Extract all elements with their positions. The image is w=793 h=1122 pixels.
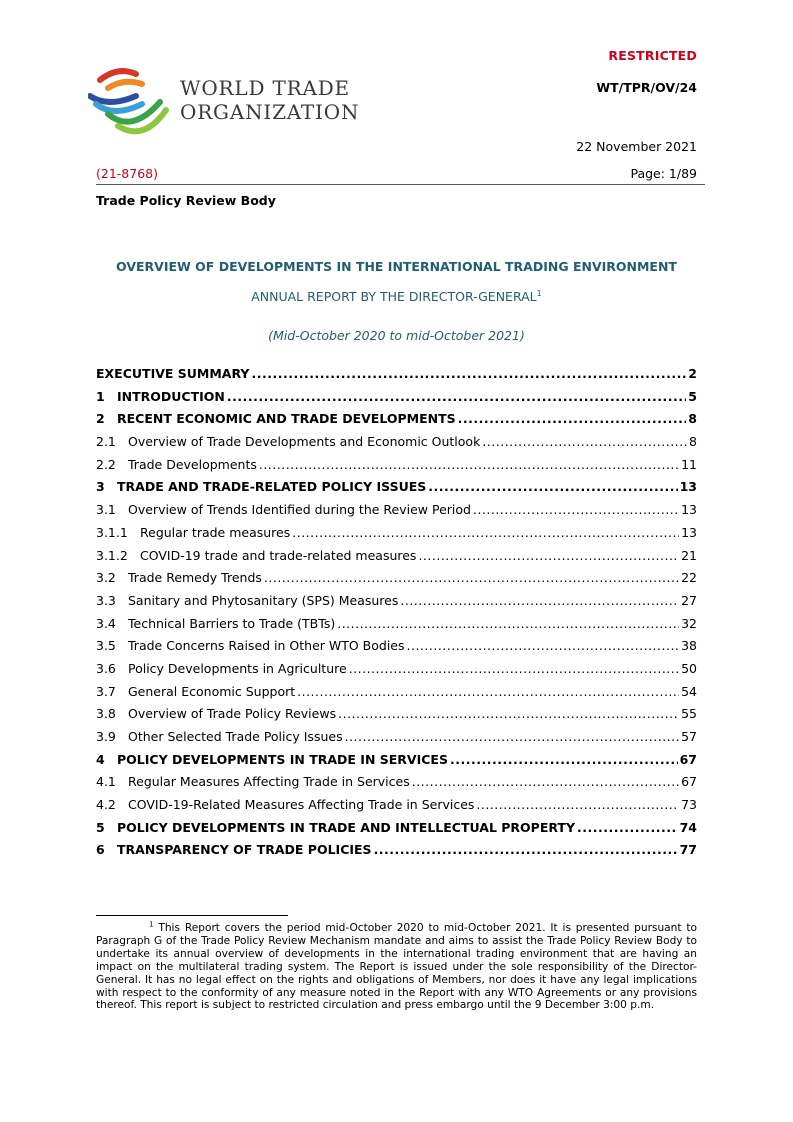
toc-leader-dots <box>407 638 680 653</box>
toc-entry-page: 13 <box>681 502 697 518</box>
toc-entry-number: 4.2 <box>96 797 116 813</box>
toc-entry-number: 3.2 <box>96 570 116 586</box>
toc-leader-dots <box>374 842 678 857</box>
toc-entry-page: 67 <box>679 751 697 767</box>
toc-entry-page: 2 <box>688 366 697 381</box>
toc-entry[interactable] <box>96 366 697 389</box>
toc-entry-page: 50 <box>681 660 697 676</box>
toc-entry-label: TRANSPARENCY OF TRADE POLICIES <box>117 842 372 858</box>
toc-leader-dots <box>227 389 686 404</box>
toc-entry-number: 3.6 <box>96 660 116 676</box>
toc-leader-dots <box>349 661 679 676</box>
toc-leader-dots <box>476 797 679 812</box>
toc-entry[interactable] <box>96 684 697 707</box>
logo-line-2: ORGANIZATION <box>180 100 360 124</box>
classification-label: RESTRICTED <box>608 48 697 63</box>
toc-entry[interactable] <box>96 661 697 684</box>
toc-leader-dots <box>251 366 686 381</box>
toc-leader-dots <box>337 616 679 631</box>
toc-leader-dots <box>259 457 679 472</box>
toc-leader-dots <box>450 752 678 767</box>
toc-entry-page: 5 <box>688 388 697 404</box>
toc-entry[interactable] <box>96 616 697 639</box>
toc-entry-number: 3 <box>96 479 105 495</box>
toc-entry-page: 55 <box>681 706 697 722</box>
toc-entry-label: Overview of Trade Policy Reviews <box>128 706 337 722</box>
toc-entry[interactable] <box>96 842 697 865</box>
subtitle-text: ANNUAL REPORT BY THE DIRECTOR-GENERAL <box>251 289 537 304</box>
toc-entry-number: 3.7 <box>96 683 116 699</box>
toc-entry-page: 57 <box>681 729 697 744</box>
toc-entry-label: EXECUTIVE SUMMARY <box>96 366 250 381</box>
toc-entry[interactable] <box>96 457 697 480</box>
toc-entry[interactable] <box>96 548 697 571</box>
toc-leader-dots <box>338 706 679 721</box>
footnote-ref[interactable]: 1 <box>536 288 542 298</box>
document-symbol: WT/TPR/OV/24 <box>596 80 697 95</box>
toc-entry[interactable] <box>96 570 697 593</box>
toc-leader-dots <box>400 593 679 608</box>
toc-entry-number: 1 <box>96 388 105 404</box>
toc-entry[interactable] <box>96 752 697 775</box>
review-period: (Mid-October 2020 to mid-October 2021) <box>268 328 525 343</box>
toc-entry-label: Sanitary and Phytosanitary (SPS) Measures <box>128 592 399 608</box>
footnote-separator <box>96 915 288 916</box>
toc-entry-label: Overview of Trends Identified during the Review Period <box>128 502 471 518</box>
toc-entry-page: 11 <box>681 456 697 472</box>
table-of-contents <box>96 366 697 865</box>
toc-entry-label: Policy Developments in Agriculture <box>128 660 347 676</box>
wto-logo <box>88 62 360 142</box>
toc-entry-label: Technical Barriers to Trade (TBTs) <box>128 615 336 631</box>
toc-entry-label: RECENT ECONOMIC AND TRADE DEVELOPMENTS <box>117 411 456 427</box>
toc-entry[interactable] <box>96 820 697 843</box>
toc-leader-dots <box>292 525 679 540</box>
toc-leader-dots <box>412 774 679 789</box>
toc-entry[interactable] <box>96 502 697 525</box>
toc-entry[interactable] <box>96 411 697 434</box>
page-number: Page: 1/89 <box>630 166 697 181</box>
toc-entry-number: 6 <box>96 842 105 858</box>
toc-leader-dots <box>345 729 680 744</box>
toc-entry-label: POLICY DEVELOPMENTS IN TRADE IN SERVICES <box>117 751 448 767</box>
toc-entry-label: POLICY DEVELOPMENTS IN TRADE AND INTELLECTUAL PROPERTY <box>117 819 576 835</box>
footnote-text: This Report covers the period mid-October 2020 to mid-October 2021. It is presented pursuant to Paragraph G of the Trade Policy Review Mechanism mandate and aims to assist the Trade Policy Review Body to undertake its annual overview of developments in the international trading environment that are having an impact on the multilateral trading system. The Report is issued under the sole responsibility of the Director-General. It has no legal effect on the rights and obligations of Members, nor does it have any legal implications with respect to the conformity of any measure noted in the Report with any WTO Agreements or any provisions thereof. This report is subject to restricted circulation and press embargo until the 9 December 3:00 p.m. <box>96 922 697 1012</box>
issuing-body: Trade Policy Review Body <box>96 193 276 208</box>
toc-entry[interactable] <box>96 389 697 412</box>
toc-entry-label: COVID-19-Related Measures Affecting Trade in Services <box>128 797 475 813</box>
toc-leader-dots <box>473 502 679 517</box>
toc-entry-number: 2.1 <box>96 434 116 450</box>
toc-entry-label: Trade Concerns Raised in Other WTO Bodies <box>128 638 405 654</box>
toc-entry-page: 77 <box>679 842 697 858</box>
logo-line-1: WORLD TRADE <box>180 76 350 100</box>
toc-entry-label: Trade Developments <box>128 456 257 472</box>
toc-entry-number: 3.3 <box>96 592 116 608</box>
toc-entry-page: 8 <box>688 411 697 427</box>
toc-entry-number: 3.1.1 <box>96 524 128 540</box>
toc-entry-page: 73 <box>681 797 697 813</box>
toc-entry-number: 2.2 <box>96 456 116 472</box>
toc-entry[interactable] <box>96 774 697 797</box>
toc-entry-label: COVID-19 trade and trade-related measures <box>140 547 417 563</box>
toc-entry[interactable] <box>96 638 697 661</box>
toc-leader-dots <box>418 548 679 563</box>
header-rule <box>96 184 705 185</box>
toc-entry-page: 32 <box>681 615 697 631</box>
toc-entry[interactable] <box>96 593 697 616</box>
logo-wordmark <box>180 76 359 124</box>
toc-entry-number: 3.5 <box>96 638 116 654</box>
toc-entry-page: 8 <box>689 434 697 450</box>
toc-entry[interactable] <box>96 434 697 457</box>
toc-entry-label: Regular trade measures <box>140 524 291 540</box>
toc-entry-label: INTRODUCTION <box>117 388 225 404</box>
document-subtitle <box>96 289 697 304</box>
toc-entry-page: 13 <box>679 479 697 495</box>
toc-entry-page: 13 <box>681 524 697 540</box>
document-date: 22 November 2021 <box>576 139 697 154</box>
toc-entry-number: 3.1.2 <box>96 547 128 563</box>
toc-entry-number: 5 <box>96 819 105 835</box>
toc-entry-number: 2 <box>96 411 105 427</box>
toc-entry-number: 3.4 <box>96 615 116 631</box>
toc-entry-label: Other Selected Trade Policy Issues <box>128 729 343 744</box>
wto-logo-icon <box>88 62 172 142</box>
toc-leader-dots <box>428 479 677 494</box>
toc-entry-number: 3.1 <box>96 502 116 518</box>
toc-entry-number: 3.9 <box>96 729 116 744</box>
toc-entry[interactable] <box>96 525 697 548</box>
toc-entry-label: TRADE AND TRADE-RELATED POLICY ISSUES <box>117 479 427 495</box>
toc-entry[interactable] <box>96 479 697 502</box>
toc-entry-label: Overview of Trade Developments and Economic Outlook <box>128 434 481 450</box>
toc-entry-page: 27 <box>681 592 697 608</box>
footnote <box>96 922 697 1012</box>
reference-number: (21-8768) <box>96 166 158 181</box>
toc-leader-dots <box>264 570 679 585</box>
toc-leader-dots <box>577 820 678 835</box>
toc-entry-page: 67 <box>681 774 697 790</box>
toc-entry[interactable] <box>96 729 697 752</box>
toc-entry-page: 54 <box>681 683 697 699</box>
document-title: OVERVIEW OF DEVELOPMENTS IN THE INTERNATIONAL TRADING ENVIRONMENT <box>116 259 677 274</box>
toc-entry[interactable] <box>96 706 697 729</box>
toc-leader-dots <box>458 411 687 426</box>
toc-entry-page: 74 <box>679 819 697 835</box>
toc-entry-number: 3.8 <box>96 706 116 722</box>
toc-entry-label: Trade Remedy Trends <box>128 570 262 586</box>
toc-entry-label: General Economic Support <box>128 683 296 699</box>
toc-entry-page: 22 <box>681 570 697 586</box>
toc-entry-number: 4.1 <box>96 774 116 790</box>
footnote-mark: 1 <box>149 920 154 929</box>
toc-entry-label: Regular Measures Affecting Trade in Services <box>128 774 410 790</box>
toc-leader-dots <box>482 434 687 449</box>
toc-entry-page: 38 <box>681 638 697 654</box>
toc-leader-dots <box>297 684 679 699</box>
toc-entry-number: 4 <box>96 751 105 767</box>
toc-entry-page: 21 <box>681 547 697 563</box>
toc-entry[interactable] <box>96 797 697 820</box>
